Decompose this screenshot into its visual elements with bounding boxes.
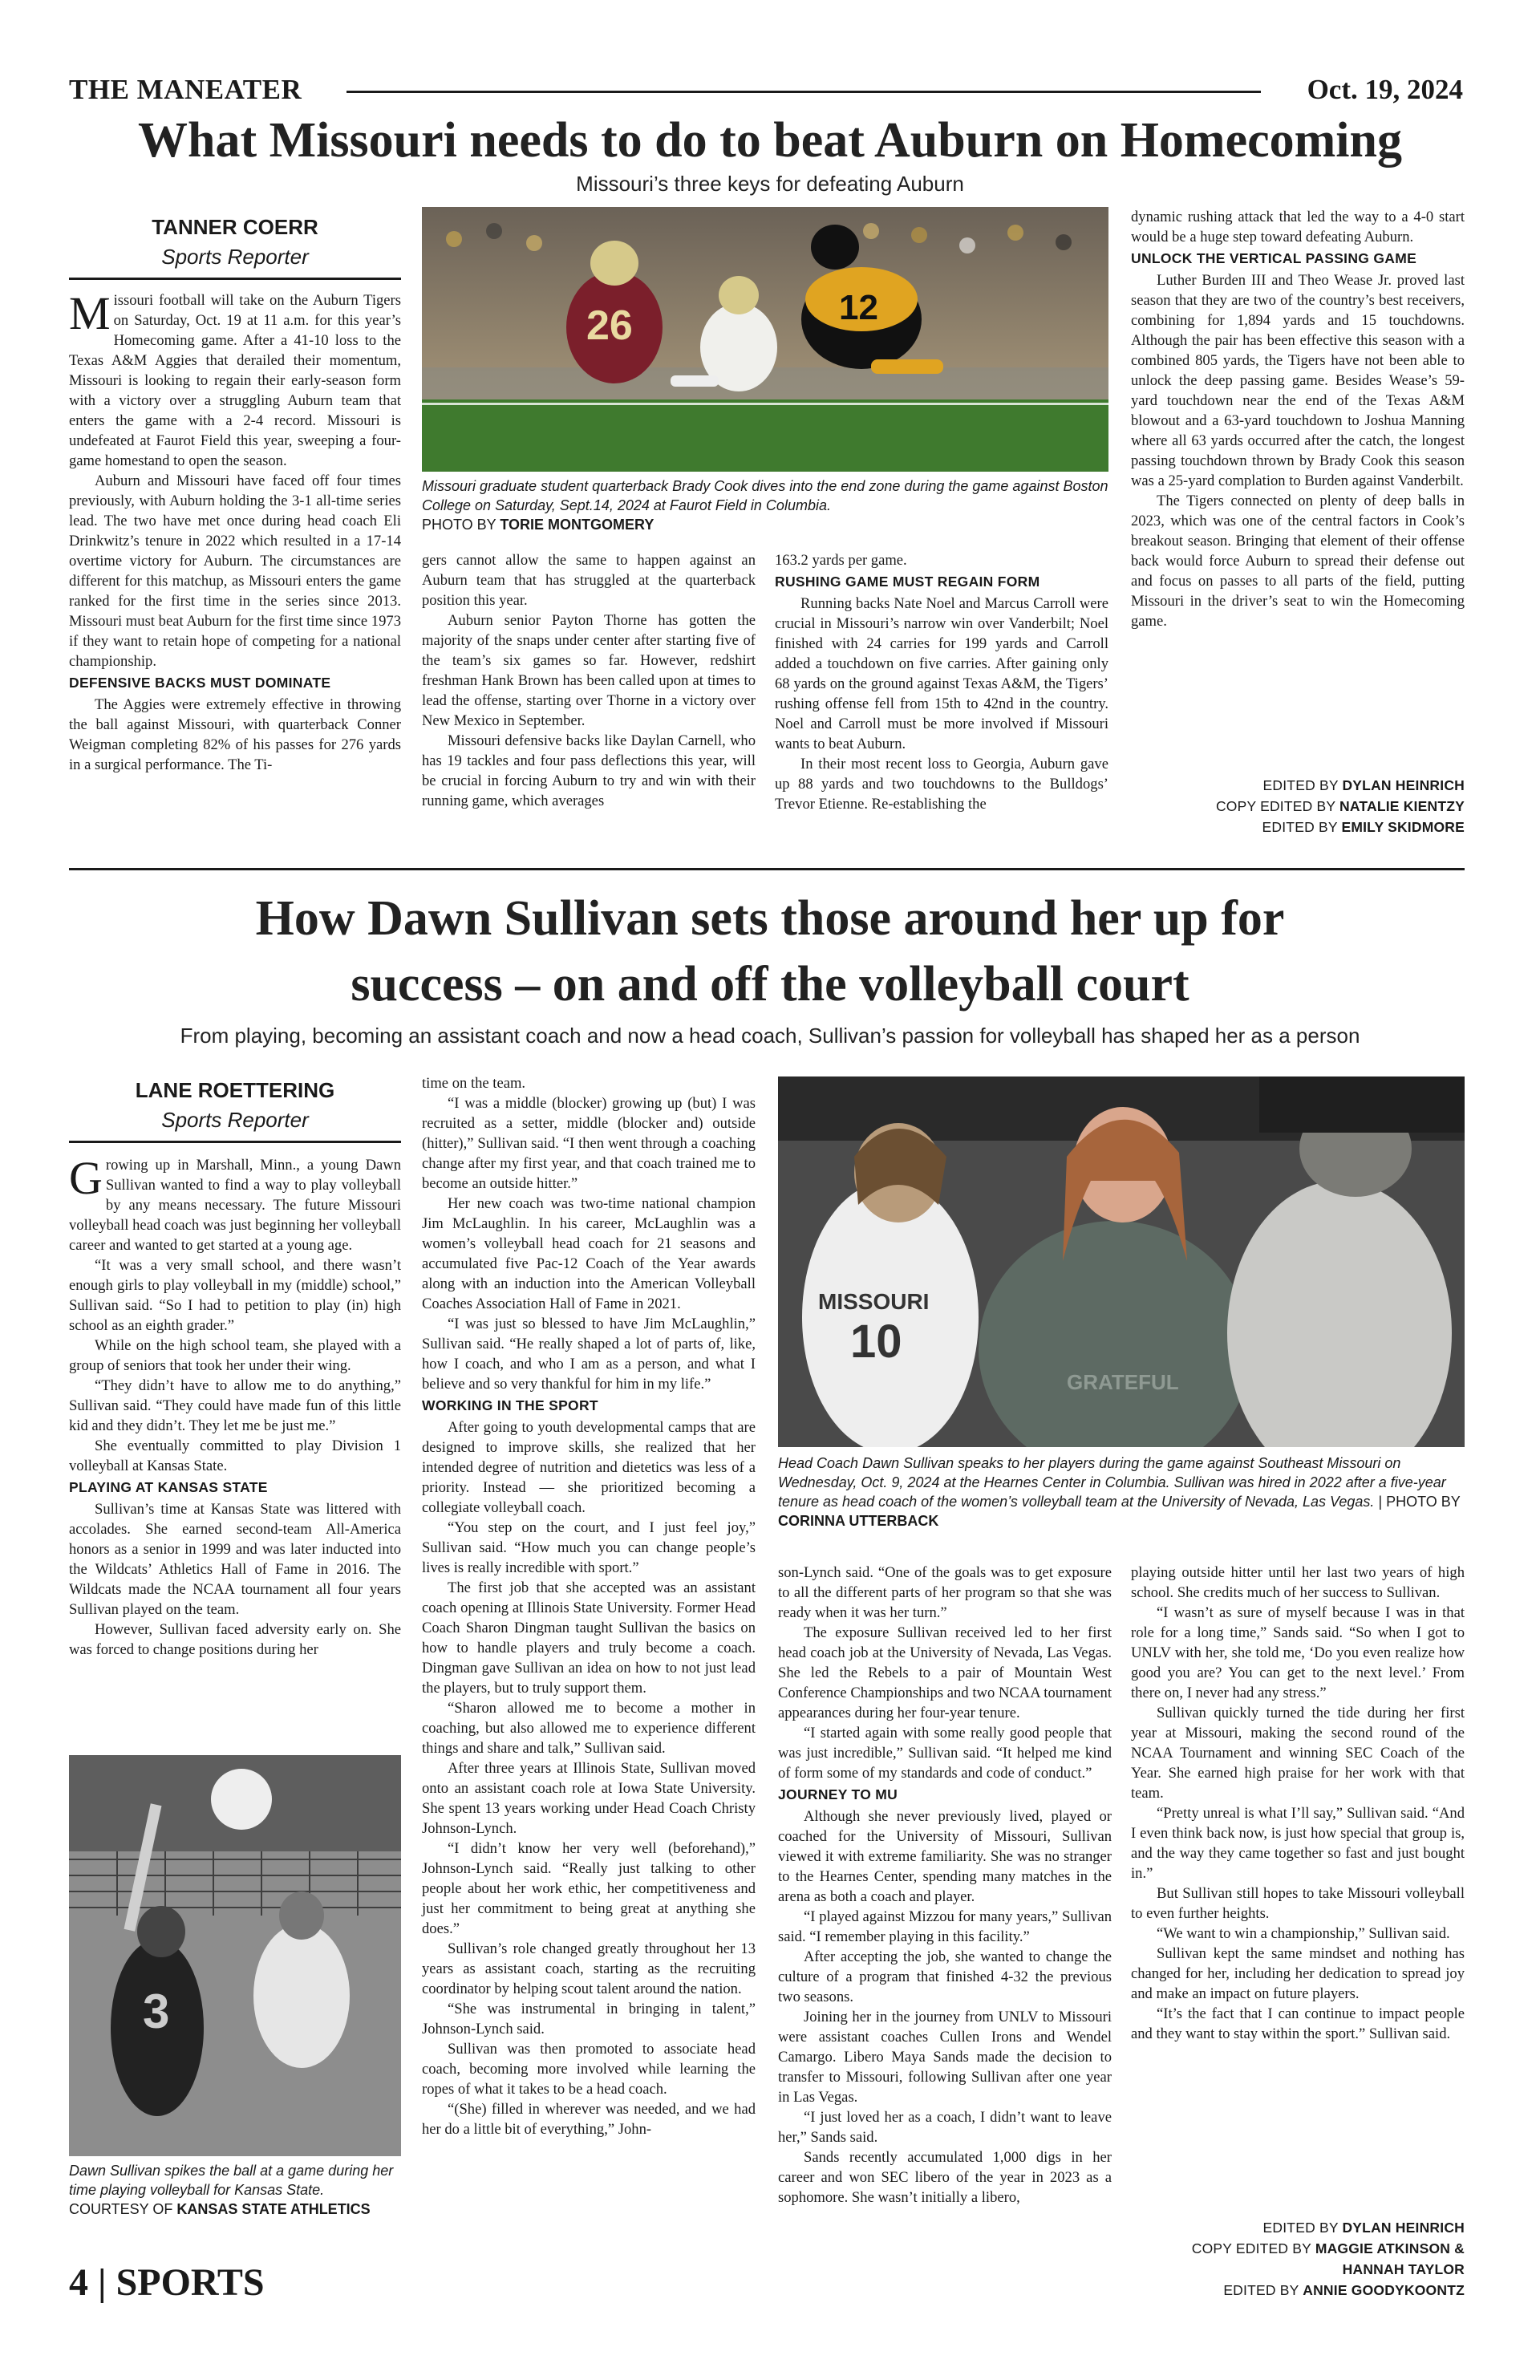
- section-heading: PLAYING AT KANSAS STATE: [69, 1479, 268, 1495]
- caption-text: Missouri graduate student quarterback Brady Cook dives into the end zone during the game against Boston College on Saturday, Sept.14, 2024 at Faurot Field in Columbia.: [422, 478, 1108, 513]
- paragraph: dynamic rushing attack that led the way to a 4-0 start would be a huge step toward defeating Auburn.: [1131, 209, 1465, 245]
- author-role: Sports Reporter: [161, 245, 309, 269]
- paragraph: “She was instrumental in bringing in talent,” Johnson-Lynch said.: [422, 2001, 756, 2037]
- paragraph: 163.2 yards per game.: [775, 552, 907, 569]
- story1-column-1: [69, 287, 401, 775]
- paragraph: Sullivan kept the same mindset and nothing has changed for her, including her dedication to spread joy and make an impact on future players.: [1131, 1945, 1465, 2002]
- paragraph: Running backs Nate Noel and Marcus Carroll were crucial in Missouri’s narrow win over Vanderbilt; Noel finished with 24 carries for 199 yards and Carroll added a touchdown on five carries. After gaining only 68 yards on the ground against Texas A&M, the Tigers’ rushing offense fell from 15th to 42nd in the country. Noel and Carroll must be more involved if Missouri wants to beat Auburn.: [775, 595, 1108, 752]
- section-heading: DEFENSIVE BACKS MUST DOMINATE: [69, 675, 331, 691]
- story2-column-2: [422, 1073, 756, 2139]
- story1-credits: [1131, 775, 1465, 837]
- paragraph: “I didn’t know her very well (beforehand),” Johnson-Lynch said. “Really just talking to other people about her work ethic, her competitiveness and just her commitment to being great at anything she does.”: [422, 1840, 756, 1937]
- caption-text: Dawn Sullivan spikes the ball at a game during her time playing volleyball for Kansas State.: [69, 2163, 394, 2198]
- jersey-number: 10: [850, 1316, 902, 1368]
- kansas-state-caption: [69, 2161, 401, 2219]
- coach-photo: [778, 1076, 1465, 1447]
- paragraph: In their most recent loss to Georgia, Auburn gave up 88 yards and two touchdowns to the Bulldogs’ Trevor Etienne. Re-establishing the: [775, 756, 1108, 813]
- paragraph: issouri football will take on the Auburn Tigers on Saturday, Oct. 19 at 11 a.m. for this year’s Homecoming game. After a 41-10 loss to the Texas A&M Aggies that derailed their momentum, Missouri is looking to regain their early-season form with a victory over a struggling Auburn team that enters the game with a 2-4 record. Missouri is undefeated at Faurot Field this year, sweeping a four-game homestand to open the season.: [69, 292, 401, 469]
- story1-headline: What Missouri needs to do to beat Auburn on Homecoming: [138, 113, 1402, 168]
- drop-cap: M: [69, 287, 111, 339]
- kansas-state-photo: [69, 1755, 401, 2156]
- small-jersey-number: 3: [143, 1985, 170, 2038]
- paragraph: After accepting the job, she wanted to change the culture of a program that finished 4-32 the previous two seasons.: [778, 1948, 1112, 2005]
- credit-line: EDITED BY DYLAN HEINRICH: [1262, 777, 1465, 793]
- credit-line: HANNAH TAYLOR: [1342, 2261, 1465, 2277]
- paragraph: “I started again with some really good people that was just incredible,” Sullivan said. “It helped me kind of form some of my standards and code of conduct.”: [778, 1725, 1112, 1782]
- paragraph: Sullivan quickly turned the tide during her first year at Missouri, making the second round of the NCAA Tournament and winning SEC Coach of the Year. She earned high praise for her work with that team.: [1131, 1705, 1465, 1802]
- paragraph: She eventually committed to play Division 1 volleyball at Kansas State.: [69, 1437, 401, 1474]
- paragraph: “They didn’t have to allow me to do anything,” Sullivan said. “They could have made fun of this little kid and they didn’t. They let me be just me.”: [69, 1377, 401, 1434]
- story1-byline: [69, 215, 401, 270]
- credit-line: COPY EDITED BY MAGGIE ATKINSON &: [1191, 2240, 1465, 2256]
- story2-credits: [1131, 2217, 1465, 2301]
- paragraph: time on the team.: [422, 1075, 526, 1092]
- photo-credit-name: CORINNA UTTERBACK: [778, 1513, 939, 1529]
- paragraph: Luther Burden III and Theo Wease Jr. proved last season that they are two of the country’s best receivers, combining for 1,894 yards and 15 touchdowns. Although the pair has been effective this season with a combined 805 yards, the Tigers have not been able to unlock the deep passing game. Besides Wease’s 59-yard touchdown near the end of the Texas A&M blowout and a 63-yard touchdown to Joshua Manning where all 63 yards occurred after the catch, the longest passing touchdown thrown by Brady Cook this season was a 25-yard complation to Burden against Vanderbilt.: [1131, 272, 1465, 489]
- paragraph: rowing up in Marshall, Minn., a young Dawn Sullivan wanted to find a way to play volleyball by any means necessary. The future Missouri volleyball head coach was just beginning her volleyball career and wanted to get started at a young age.: [69, 1157, 401, 1254]
- paragraph: “It was a very small school, and there wasn’t enough girls to play volleyball in my (middle) school,” Sullivan said. “So I had to petition to play (in) high school as an eighth grader.”: [69, 1257, 401, 1334]
- paragraph: However, Sullivan faced adversity early on. She was forced to change positions during her: [69, 1621, 401, 1658]
- paragraph: Sullivan’s time at Kansas State was littered with accolades. She earned second-team All-America honors as a senior in 1999 and was later inducted into the Wildcats’ Athletics Hall of Fame in 2016. The Wildcats made the NCAA tournament all four years Sullivan played on the team.: [69, 1501, 401, 1618]
- paragraph: “I was a middle (blocker) growing up (but) I was recruited as a setter, middle (blocker and) outside (hitter),” Sullivan said. “I then went through a coaching change after my first year, and that coach trained me to become an outside hitter.”: [422, 1095, 756, 1192]
- headline-line-1: How Dawn Sullivan sets those around her up for: [255, 891, 1285, 946]
- paragraph: “I just loved her as a coach, I didn’t want to leave her,” Sands said.: [778, 2109, 1112, 2146]
- story1-column-2: [422, 550, 756, 811]
- byline-rule: [69, 1141, 401, 1143]
- photo-credit-label: PHOTO BY: [422, 517, 500, 533]
- paragraph: The first job that she accepted was an assistant coach opening at Illinois State University. Former Head Coach Sharon Dingman taught Sullivan the basics on how to handle players and truly become a coach. Dingman gave Sullivan an idea on how to not just lead the players, but to truly support them.: [422, 1579, 756, 1697]
- story1-column-3: [775, 550, 1108, 814]
- paragraph: “I played against Mizzou for many years,” Sullivan said. “I remember playing in this facility.”: [778, 1908, 1112, 1945]
- caption-text: Head Coach Dawn Sullivan speaks to her players during the game against Southeast Missouri on Wednesday, Oct. 9, 2024 at the Hearnes Center in Columbia. Sullivan was hired in 2022 after a five-year tenure as head coach of the women’s volleyball team at the University of Nevada, Las Vegas.: [778, 1455, 1446, 1510]
- paragraph: gers cannot allow the same to happen against an Auburn team that has struggled at the quarterback position this year.: [422, 552, 756, 609]
- author-name: TANNER COERR: [152, 215, 318, 239]
- football-photo-caption: [422, 476, 1108, 534]
- paragraph: playing outside hitter until her last two years of high school. She credits much of her success to Sullivan.: [1131, 1564, 1465, 1601]
- coach-photo-caption: [778, 1454, 1465, 1531]
- story1-column-4: [1131, 207, 1465, 631]
- paper-name: THE MANEATER: [69, 74, 302, 105]
- story2-headline: [0, 886, 1540, 1017]
- paragraph: The Aggies were extremely effective in throwing the ball against Missouri, with quarterback Conner Weigman completing 82% of his passes for 276 yards in a surgical performance. The Ti-: [69, 696, 401, 773]
- story2-byline: [69, 1078, 401, 1133]
- story2-column-3: [778, 1563, 1112, 2208]
- issue-date: Oct. 19, 2024: [1307, 74, 1463, 105]
- author-role: Sports Reporter: [161, 1108, 309, 1132]
- story2-column-1: [69, 1152, 401, 1660]
- author-name: LANE ROETTERING: [135, 1078, 335, 1102]
- credit-line: EDITED BY EMILY SKIDMORE: [1262, 819, 1465, 835]
- paragraph: Her new coach was two-time national champion Jim McLaughlin. In his career, McLaughlin was a women’s volleyball head coach for 21 seasons and accumulated five Pac-12 Coach of the Year awards along with an induction into the American Volleyball Coaches Association Hall of Fame in 2021.: [422, 1195, 756, 1312]
- credit-line: EDITED BY DYLAN HEINRICH: [1262, 2220, 1465, 2236]
- section-heading: JOURNEY TO MU: [778, 1786, 898, 1802]
- paragraph: Sands recently accumulated 1,000 digs in her career and won SEC libero of the year in 2023 as a sophomore. She wasn’t initially a libero,: [778, 2149, 1112, 2206]
- photo-credit-name: TORIE MONTGOMERY: [500, 517, 654, 533]
- paragraph: While on the high school team, she played with a group of seniors that took her under their wing.: [69, 1337, 401, 1374]
- paragraph: Although she never previously lived, played or coached for the University of Missouri, Sullivan viewed it with extreme familiarity. She was no stranger to the Hearnes Center, spending many matches in the arena as both a coach and player.: [778, 1808, 1112, 1905]
- paragraph: The exposure Sullivan received led to her first head coach job at the University of Nevada, Las Vegas. She led the Rebels to a pair of Mountain West Conference Championships and two NCAA tournament appearances during her four-year tenure.: [778, 1624, 1112, 1721]
- section-heading: UNLOCK THE VERTICAL PASSING GAME: [1131, 250, 1417, 266]
- section-heading: WORKING IN THE SPORT: [422, 1397, 598, 1413]
- paragraph: “It’s the fact that I can continue to impact people and they want to stay within the sport.” Sullivan said.: [1131, 2005, 1465, 2042]
- drop-cap: G: [69, 1152, 103, 1204]
- coach-photo-art: [778, 1076, 1465, 1447]
- svg-text:26: 26: [586, 302, 633, 349]
- paragraph: “Pretty unreal is what I’ll say,” Sullivan said. “And I even think back now, is just how special that group is, and the way they came together so fast and just bought in.”: [1131, 1805, 1465, 1882]
- kansas-state-photo-art: [69, 1755, 401, 2156]
- paragraph: “You step on the court, and I just feel joy,” Sullivan said. “How much you can change people’s lives is really incredible with sport.”: [422, 1519, 756, 1576]
- paragraph: “We want to win a championship,” Sullivan said.: [1157, 1925, 1450, 1942]
- paragraph: Sullivan was then promoted to associate head coach, becoming more involved while learning the ropes of what it takes to be a head coach.: [422, 2041, 756, 2098]
- paragraph: “(She) filled in wherever was needed, and we had her do a little bit of everything,” John-: [422, 2101, 756, 2138]
- page-section-footer: 4 | SPORTS: [69, 2261, 265, 2304]
- story2-subhead: From playing, becoming an assistant coach and now a head coach, Sullivan’s passion for volleyball has shaped her as a person: [180, 1024, 1360, 1048]
- section-heading: RUSHING GAME MUST REGAIN FORM: [775, 574, 1040, 590]
- story-divider: [69, 868, 1465, 870]
- credit-line: COPY EDITED BY NATALIE KIENTZY: [1215, 798, 1465, 814]
- shirt-text: GRATEFUL: [1067, 1370, 1179, 1394]
- paragraph: “Sharon allowed me to become a mother in coaching, but also allowed me to experience different things and share and talk,” Sullivan said.: [422, 1700, 756, 1757]
- paragraph: “I was just so blessed to have Jim McLaughlin,” Sullivan said. “He really shaped a lot of parts of, like, how I coach, and who I am as a person, and what I believe and so very thankful for him in my life.”: [422, 1316, 756, 1393]
- headline-line-2: success – on and off the volleyball court: [351, 957, 1189, 1012]
- paragraph: After three years at Illinois State, Sullivan moved onto an assistant coach role at Iowa State University. She spent 13 years working under Head Coach Christy Johnson-Lynch.: [422, 1760, 756, 1837]
- paragraph: Joining her in the journey from UNLV to Missouri were assistant coaches Cullen Irons and Wendel Camargo. Libero Maya Sands made the decision to transfer to Missouri, following Sullivan after one year in Las Vegas.: [778, 2009, 1112, 2106]
- svg-text:12: 12: [839, 288, 878, 327]
- story1-subhead: Missouri’s three keys for defeating Auburn: [576, 172, 964, 196]
- photo-credit-name: KANSAS STATE ATHLETICS: [176, 2201, 371, 2217]
- paragraph: The Tigers connected on plenty of deep balls in 2023, which was one of the central factors in Cook’s breakout season. Bringing that element of their offense back would force Auburn to spread their defense out and focus on passes to all parts of the field, putting Missouri in the driver’s seat to win the Homecoming game.: [1131, 493, 1465, 630]
- jersey-text: MISSOURI: [818, 1289, 930, 1314]
- paragraph: “I wasn’t as sure of myself because I was in that role for a long time,” Sands said. “So when I got to UNLV with her, she told me, ‘Do you even realize how good you are? You can get to the next level.’ From there on, I never had any stress.”: [1131, 1604, 1465, 1701]
- paragraph: After going to youth developmental camps that are designed to improve skills, she realized that her intended degree of nutrition and dietetics was less of a priority. Instead — she prioritized becoming a collegiate volleyball coach.: [422, 1419, 756, 1516]
- photo-credit-label: | PHOTO BY: [1374, 1494, 1461, 1510]
- paragraph: son-Lynch said. “One of the goals was to get exposure to all the different parts of her program so that she was ready when it was her turn.”: [778, 1564, 1112, 1621]
- masthead-rule: [346, 91, 1261, 93]
- story2-column-4: [1131, 1563, 1465, 2044]
- paragraph: But Sullivan still hopes to take Missouri volleyball to even further heights.: [1131, 1885, 1465, 1922]
- credit-line: EDITED BY ANNIE GOODYKOONTZ: [1223, 2282, 1465, 2298]
- photo-credit-label: COURTESY OF: [69, 2201, 177, 2217]
- paragraph: Auburn and Missouri have faced off four times previously, with Auburn holding the 3-1 all-time series lead. The two have met once during head coach Eli Drinkwitz’s tenure in 2022 which resulted in a 17-14 overtime victory for Auburn. The circumstances are different for this matchup, as Missouri enters the game ranked for the first time in the series since 2013. Missouri must beat Auburn for the first time since 1973 if they want to retain hope of competing for a national championship.: [69, 472, 401, 670]
- byline-rule: [69, 278, 401, 280]
- football-photo-art: [422, 207, 1108, 472]
- football-photo: [422, 207, 1108, 472]
- paragraph: Missouri defensive backs like Daylan Carnell, who has 19 tackles and four pass deflections this year, will be crucial in forcing Auburn to try and win with their running game, which averages: [422, 732, 756, 809]
- paragraph: Auburn senior Payton Thorne has gotten the majority of the snaps under center after starting five of the team’s six games so far. However, redshirt freshman Hank Brown has been called upon at times to lead the offense, starting over Thorne in a victory over New Mexico in September.: [422, 612, 756, 729]
- paragraph: Sullivan’s role changed greatly throughout her 13 years as assistant coach, starting as the recruiting coordinator by helping scout talent around the nation.: [422, 1940, 756, 1997]
